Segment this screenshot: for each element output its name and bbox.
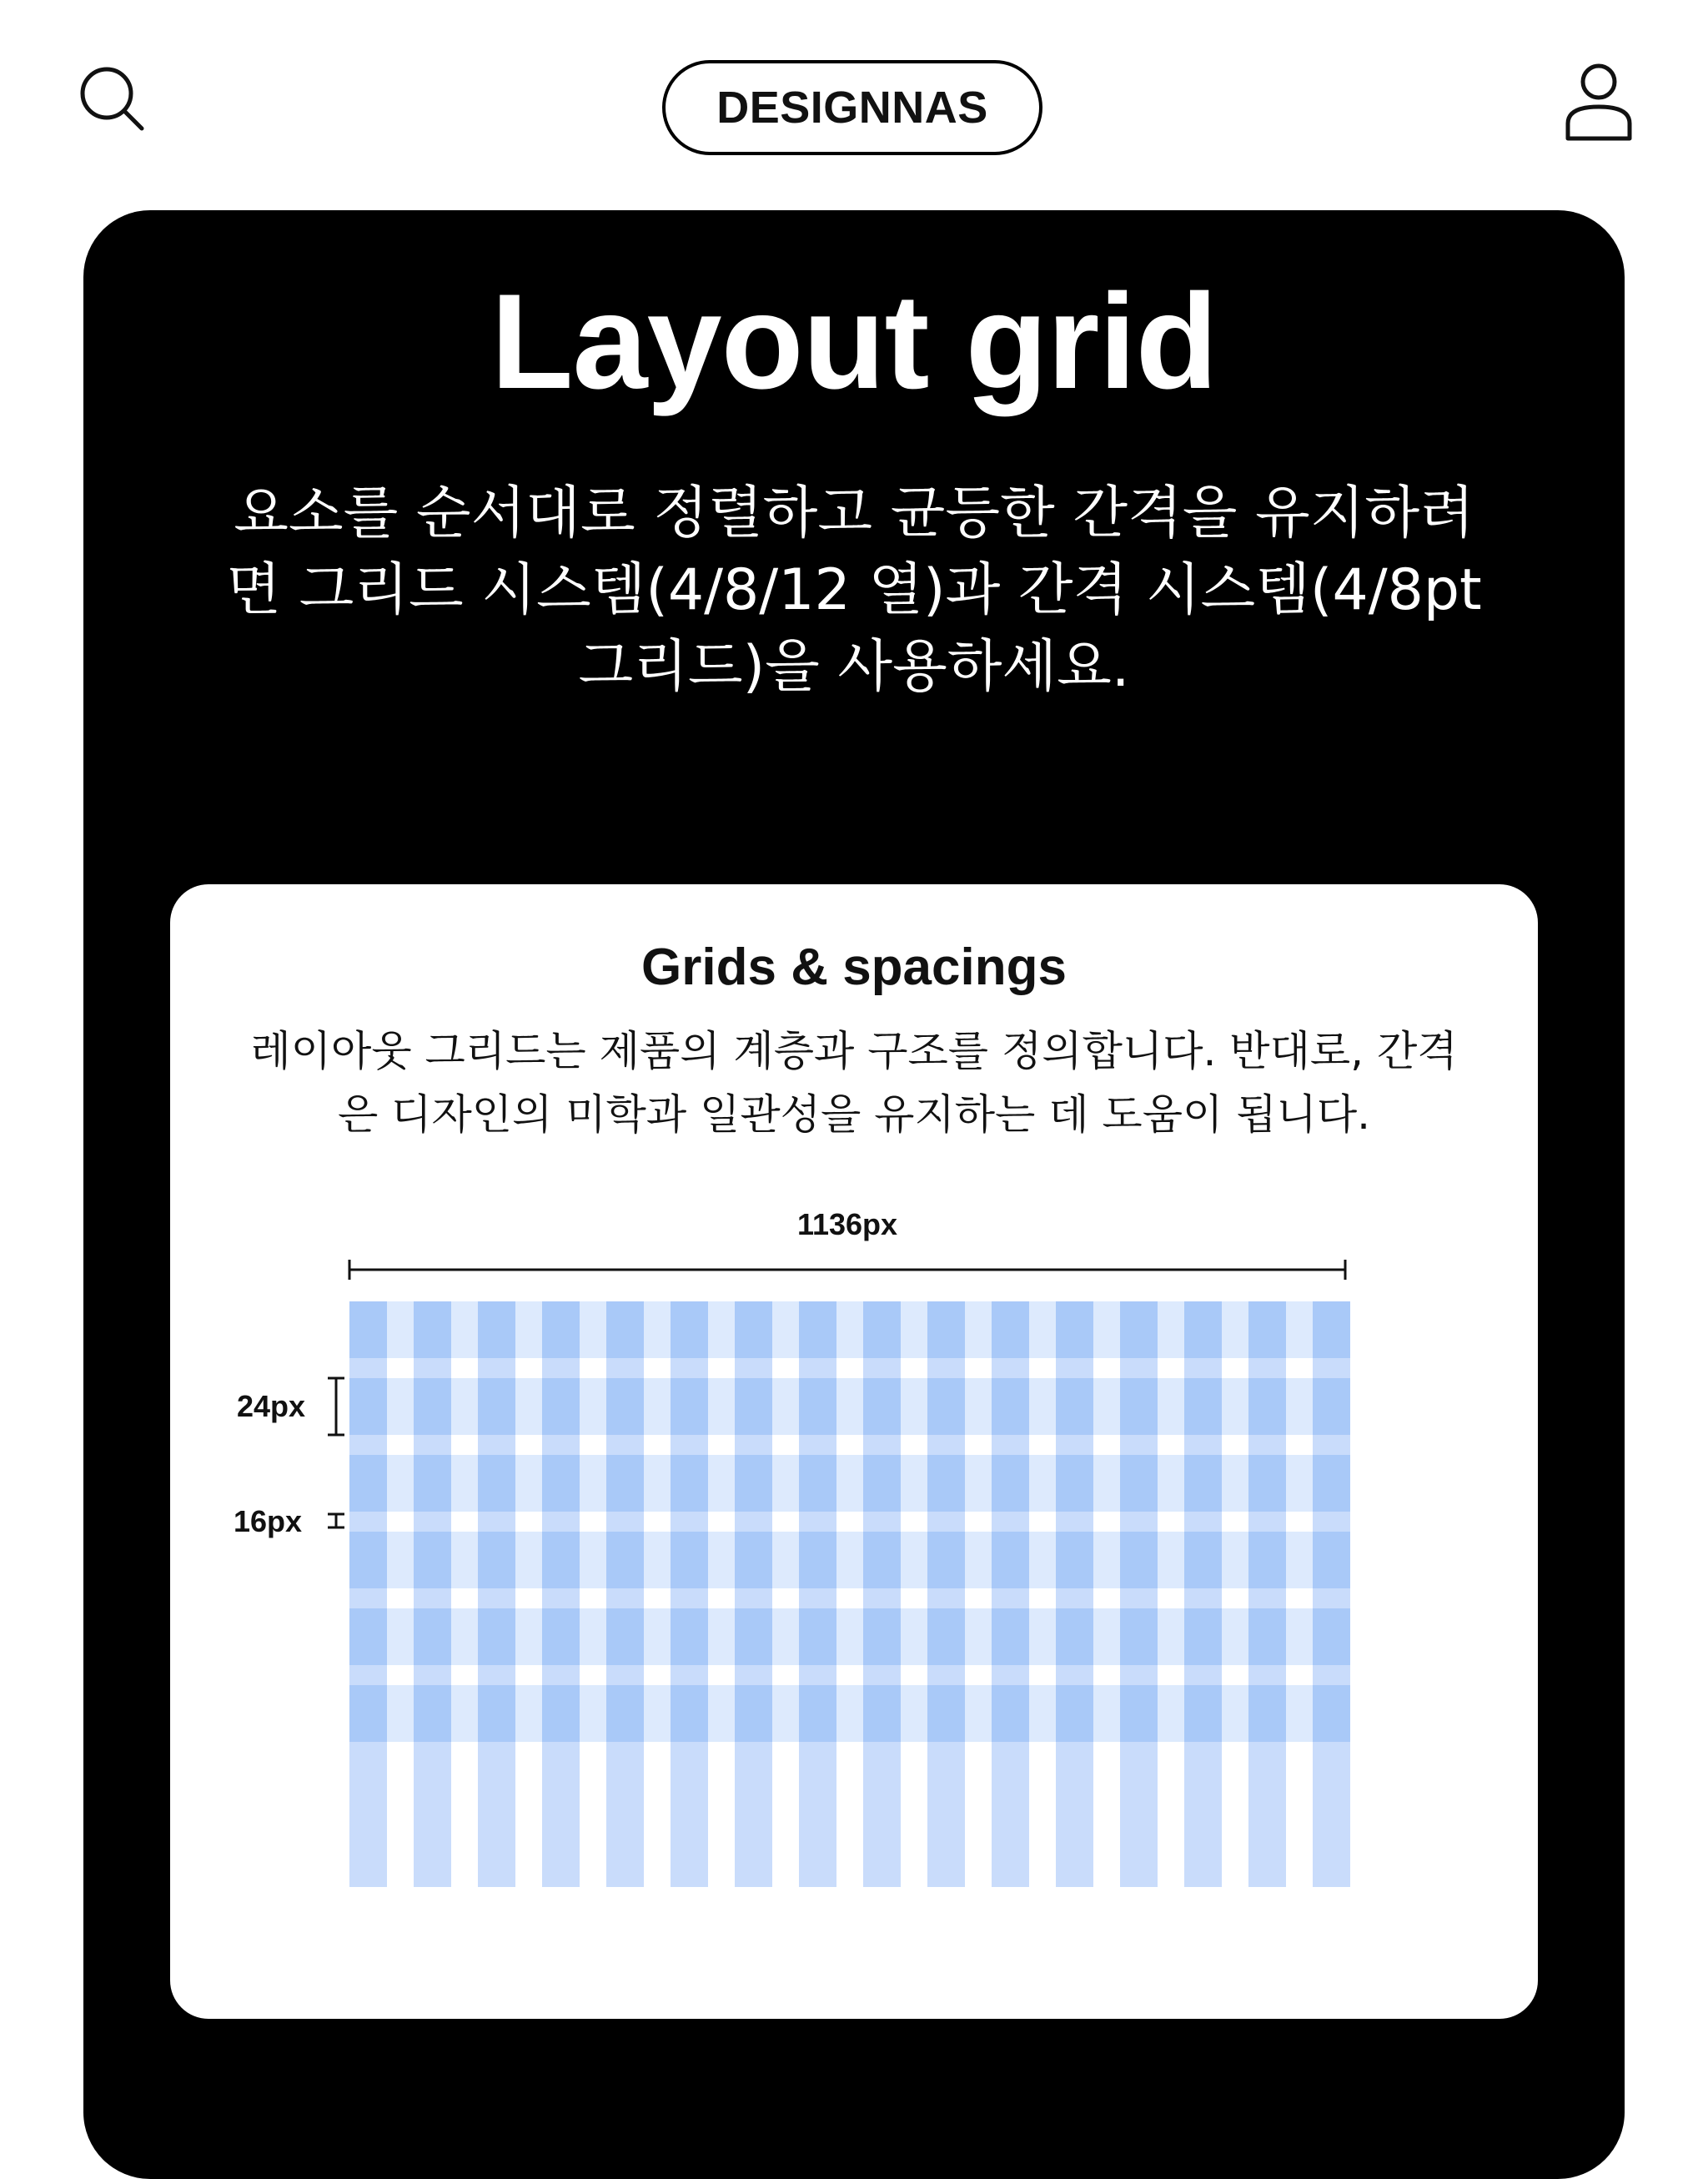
width-label: 1136px bbox=[796, 1207, 898, 1241]
user-icon bbox=[1561, 60, 1636, 143]
account-button[interactable] bbox=[1561, 60, 1636, 143]
search-icon bbox=[75, 62, 150, 137]
hero-title: Layout grid bbox=[490, 266, 1218, 417]
brand-logo[interactable]: DESIGNNAS bbox=[662, 60, 1042, 155]
top-bar bbox=[0, 0, 1708, 209]
card-title: Grids & spacings bbox=[641, 939, 1067, 996]
card-description: 레이아웃 그리드는 제품의 계층과 구조를 정의합니다. 반대로, 간격은 디자인의 미학과 일관성을 유지하는 데 도움이 됩니다. bbox=[250, 1027, 1458, 1139]
row-height-label: 24px bbox=[236, 1389, 305, 1423]
search-button[interactable] bbox=[75, 62, 150, 137]
hero-description: 요소를 순서대로 정렬하고 균등한 간격을 유지하려면 그리드 시스템(4/8/12 열)과 간격 시스템(4/8pt 그리드)을 사용하세요. bbox=[226, 481, 1482, 700]
gap-height-label: 16px bbox=[233, 1504, 302, 1538]
